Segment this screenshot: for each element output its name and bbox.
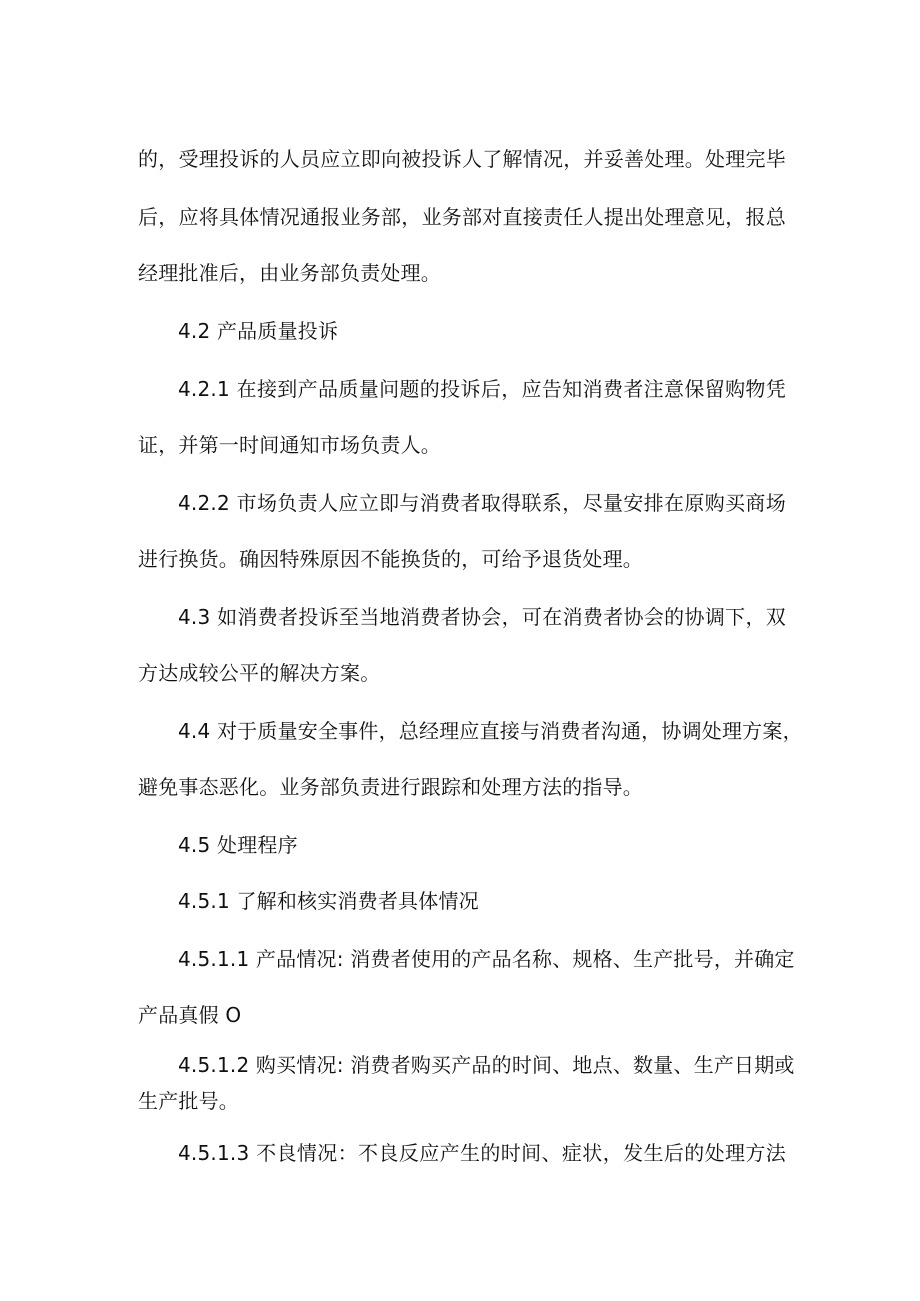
text-line: 4.5.1.3 不良情况：不良反应产生的时间、症状，发生后的处理方法 <box>178 1141 786 1165</box>
section-heading: 4.2 产品质量投诉 <box>178 319 339 343</box>
section-heading: 4.5 处理程序 <box>178 833 298 857</box>
text-line: 的，受理投诉的人员应立即向被投诉人了解情况，并妥善处理。处理完毕 <box>138 147 786 171</box>
text-line: 生产批号。 <box>138 1089 239 1113</box>
text-line: 产品真假 O <box>138 1003 242 1027</box>
subsection-heading: 4.5.1 了解和核实消费者具体情况 <box>178 889 479 913</box>
text-line: 4.2.1 在接到产品质量问题的投诉后，应告知消费者注意保留购物凭 <box>178 377 786 401</box>
text-line: 4.2.2 市场负责人应立即与消费者取得联系，尽量安排在原购买商场 <box>178 491 786 515</box>
text-line: 4.5.1.2 购买情况: 消费者购买产品的时间、地点、数量、生产日期或 <box>178 1053 795 1077</box>
text-line: 方达成较公平的解决方案。 <box>138 661 381 685</box>
text-line: 避免事态恶化。业务部负责进行跟踪和处理方法的指导。 <box>138 775 643 799</box>
text-line: 证，并第一时间通知市场负责人。 <box>138 433 441 457</box>
text-line: 后，应将具体情况通报业务部，业务部对直接责任人提出处理意见，报总 <box>138 205 786 229</box>
text-line: 4.3 如消费者投诉至当地消费者协会，可在消费者协会的协调下，双 <box>178 605 786 629</box>
text-line: 4.5.1.1 产品情况: 消费者使用的产品名称、规格、生产批号，并确定 <box>178 947 795 971</box>
text-line: 进行换货。确因特殊原因不能换货的，可给予退货处理。 <box>138 547 643 571</box>
text-line: 经理批准后，由业务部负责处理。 <box>138 261 441 285</box>
text-line: 4.4 对于质量安全事件，总经理应直接与消费者沟通，协调处理方案， <box>178 719 803 743</box>
